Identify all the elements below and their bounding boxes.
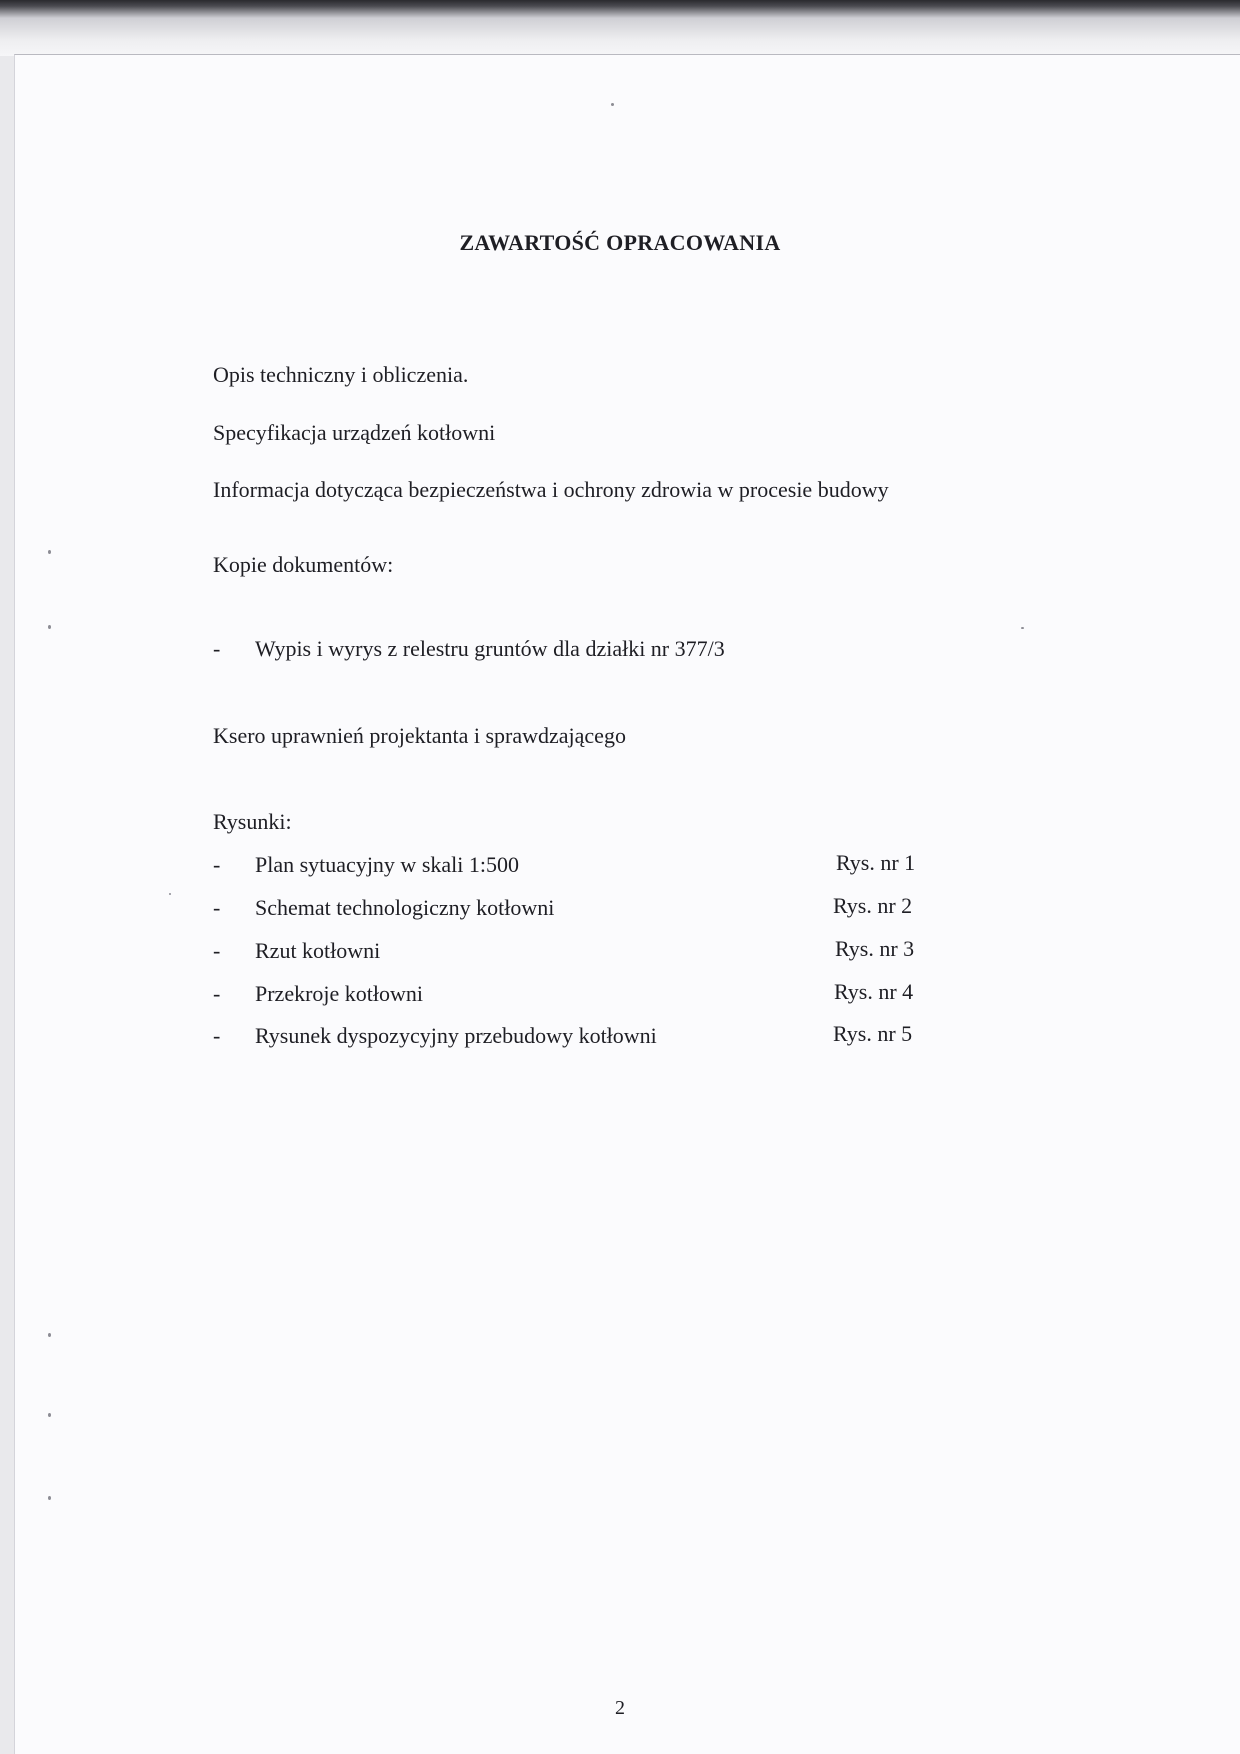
list-dash: - <box>213 852 221 877</box>
scan-speck <box>48 1413 51 1417</box>
scan-speck <box>48 1333 51 1337</box>
scan-speck <box>48 1496 51 1500</box>
drawing-ref: Rys. nr 4 <box>834 979 914 1004</box>
drawing-name: Przekroje kotłowni <box>255 981 424 1006</box>
scan-speck <box>48 550 51 554</box>
drawing-row <box>213 895 554 921</box>
scan-speck <box>169 893 171 895</box>
drawing-name: Schemat technologiczny kotłowni <box>255 895 555 920</box>
scan-top-edge <box>0 0 1240 56</box>
document-title: ZAWARTOŚĆ OPRACOWANIA <box>459 230 781 255</box>
page-number: 2 <box>615 1697 625 1719</box>
item-equipment-specification: Specyfikacja urządzeń kotłowni <box>213 420 496 445</box>
scan-speck <box>1021 627 1024 629</box>
item-ksero: Ksero uprawnień projektanta i sprawdzającego <box>213 723 626 748</box>
list-dash: - <box>213 895 221 920</box>
drawing-ref: Rys. nr 3 <box>835 936 915 961</box>
list-item <box>213 636 725 662</box>
drawing-ref: Rys. nr 1 <box>836 850 916 875</box>
drawing-row <box>213 938 380 964</box>
item-document-copies: Kopie dokumentów: <box>213 552 394 577</box>
drawing-row <box>213 981 423 1007</box>
scan-speck <box>611 103 614 106</box>
drawing-name: Plan sytuacyjny w skali 1:500 <box>255 852 519 877</box>
list-item-text: Wypis i wyrys z relestru gruntów dla działki nr 377/3 <box>255 636 725 661</box>
drawing-row <box>213 1023 657 1049</box>
list-dash: - <box>213 636 221 661</box>
drawings-heading: Rysunki: <box>213 809 292 834</box>
drawing-name: Rysunek dyspozycyjny przebudowy kotłowni <box>255 1023 657 1048</box>
drawing-row <box>213 852 519 878</box>
item-safety-information: Informacja dotycząca bezpieczeństwa i ochrony zdrowia w procesie budowy <box>213 477 889 502</box>
list-dash: - <box>213 938 221 963</box>
document-page <box>14 54 1240 1754</box>
drawing-ref: Rys. nr 2 <box>833 893 913 918</box>
list-dash: - <box>213 1023 221 1048</box>
item-technical-description: Opis techniczny i obliczenia. <box>213 362 469 387</box>
list-dash: - <box>213 981 221 1006</box>
scan-speck <box>48 625 51 629</box>
drawing-ref: Rys. nr 5 <box>833 1021 913 1046</box>
drawing-name: Rzut kotłowni <box>255 938 381 963</box>
